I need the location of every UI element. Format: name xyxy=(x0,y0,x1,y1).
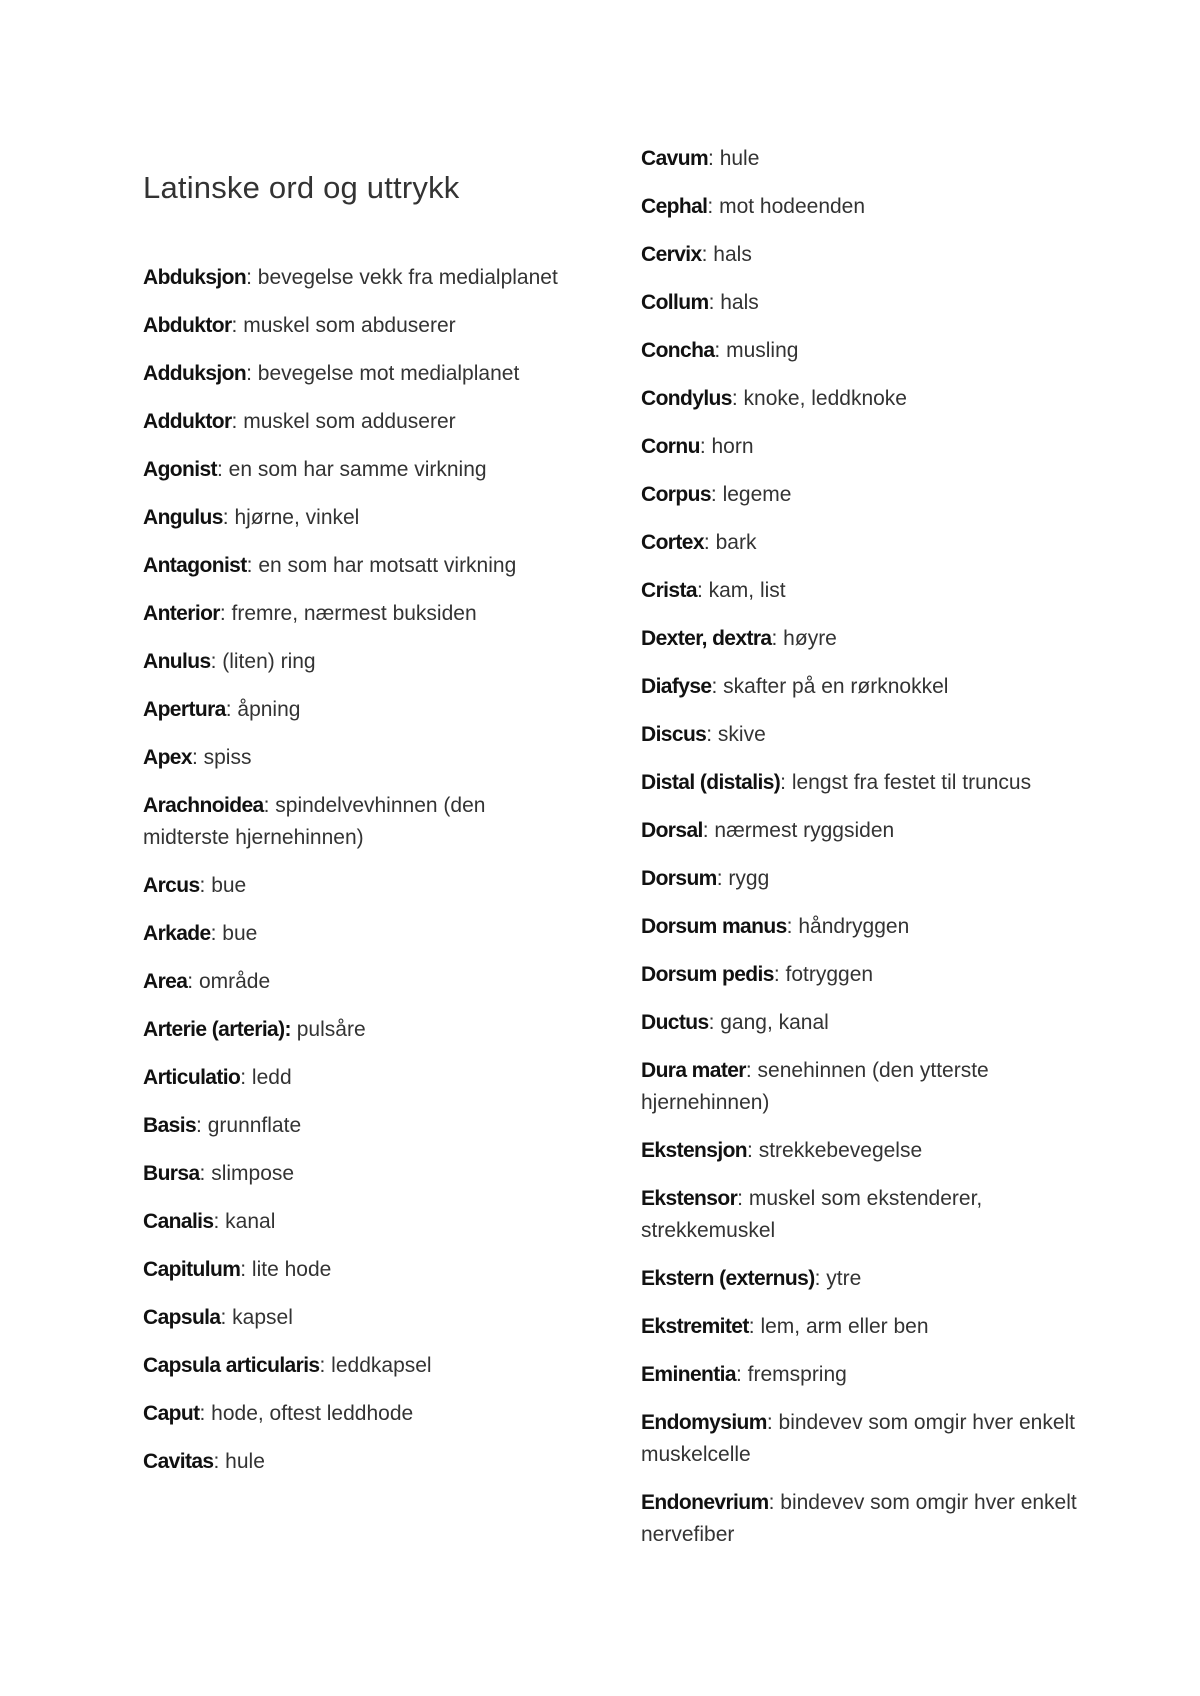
glossary-term: Cervix xyxy=(641,243,702,266)
glossary-definition: : spiss xyxy=(191,746,252,769)
glossary-definition: : bark xyxy=(703,531,757,554)
glossary-term: Basis xyxy=(143,1114,197,1137)
glossary-term: Concha xyxy=(641,339,715,362)
glossary-entry xyxy=(143,502,573,534)
glossary-term: Endomysium xyxy=(641,1411,767,1434)
glossary-definition: : gang, kanal xyxy=(708,1011,829,1034)
glossary-entry xyxy=(143,598,573,630)
glossary-definition: : grunnflate xyxy=(196,1114,302,1137)
glossary-term: Cavitas xyxy=(143,1450,214,1473)
glossary-definition: : horn xyxy=(699,435,754,458)
glossary-entry xyxy=(143,790,573,854)
glossary-entry xyxy=(143,1446,573,1478)
glossary-term: Corpus xyxy=(641,483,711,506)
glossary-entry xyxy=(641,1311,1081,1343)
glossary-entry xyxy=(143,646,573,678)
glossary-entry xyxy=(143,358,573,390)
glossary-definition: : hule xyxy=(708,147,760,170)
glossary-definition: : muskel som ekstenderer, strekkemuskel xyxy=(641,1187,983,1242)
glossary-definition: : håndryggen xyxy=(786,915,910,938)
glossary-definition: : kanal xyxy=(213,1210,276,1233)
glossary-term: Endonevrium xyxy=(641,1491,769,1514)
glossary-term: Collum xyxy=(641,291,709,314)
glossary-entry xyxy=(641,911,1081,943)
glossary-term: Anulus xyxy=(143,650,211,673)
glossary-term: Ekstremitet xyxy=(641,1315,749,1338)
glossary-term: Capsula articularis xyxy=(143,1354,320,1377)
glossary-entry xyxy=(641,1263,1081,1295)
glossary-entry xyxy=(143,1206,573,1238)
glossary-entry xyxy=(641,335,1081,367)
glossary-term: Arterie (arteria): xyxy=(143,1018,291,1041)
glossary-entry xyxy=(143,406,573,438)
glossary-entry xyxy=(641,431,1081,463)
glossary-definition: : slimpose xyxy=(199,1162,295,1185)
glossary-term: Ductus xyxy=(641,1011,709,1034)
glossary-term: Caput xyxy=(143,1402,200,1425)
glossary-definition: : lem, arm eller ben xyxy=(748,1315,929,1338)
glossary-entry xyxy=(641,287,1081,319)
glossary-definition: : skive xyxy=(706,723,766,746)
glossary-definition: : hals xyxy=(708,291,759,314)
glossary-term: Cortex xyxy=(641,531,704,554)
glossary-definition: : hode, oftest leddhode xyxy=(199,1402,414,1425)
glossary-definition: : hjørne, vinkel xyxy=(222,506,360,529)
glossary-entry xyxy=(641,527,1081,559)
glossary-term: Apex xyxy=(143,746,192,769)
glossary-term: Capsula xyxy=(143,1306,221,1329)
glossary-definition: : skafter på en rørknokkel xyxy=(711,675,949,698)
glossary-definition: : lite hode xyxy=(240,1258,332,1281)
glossary-definition: : leddkapsel xyxy=(319,1354,432,1377)
glossary-definition: : knoke, leddknoke xyxy=(731,387,907,410)
glossary-entry xyxy=(641,479,1081,511)
glossary-definition: : fremspring xyxy=(735,1363,847,1386)
glossary-definition: : muskel som abduserer xyxy=(231,314,456,337)
glossary-entry xyxy=(143,742,573,774)
glossary-entry xyxy=(641,959,1081,991)
glossary-entry xyxy=(641,719,1081,751)
glossary-definition: pulsåre xyxy=(290,1018,366,1041)
glossary-term: Adduksjon xyxy=(143,362,247,385)
glossary-term: Ekstern (externus) xyxy=(641,1267,815,1290)
glossary-definition: : legeme xyxy=(710,483,792,506)
glossary-term: Angulus xyxy=(143,506,223,529)
glossary-entry xyxy=(641,623,1081,655)
glossary-definition: : fotryggen xyxy=(773,963,874,986)
glossary-entry xyxy=(143,918,573,950)
glossary-entry xyxy=(641,1407,1081,1471)
glossary-term: Agonist xyxy=(143,458,217,481)
glossary-entry xyxy=(143,694,573,726)
glossary-entry xyxy=(641,1487,1081,1551)
glossary-term: Area xyxy=(143,970,188,993)
glossary-definition: : bevegelse vekk fra medialplanet xyxy=(246,266,558,289)
glossary-definition: : område xyxy=(187,970,271,993)
glossary-definition: : muskel som adduserer xyxy=(231,410,456,433)
glossary-term: Ekstensjon xyxy=(641,1139,748,1162)
glossary-definition: : en som har samme virkning xyxy=(216,458,487,481)
glossary-entry xyxy=(143,1254,573,1286)
glossary-entry xyxy=(641,1007,1081,1039)
glossary-definition: : nærmest ryggsiden xyxy=(702,819,895,842)
glossary-entry xyxy=(641,1135,1081,1167)
glossary-term: Bursa xyxy=(143,1162,200,1185)
glossary-entry xyxy=(143,310,573,342)
glossary-entry xyxy=(143,1302,573,1334)
glossary-entry xyxy=(143,454,573,486)
glossary-definition: : mot hodeenden xyxy=(707,195,866,218)
glossary-term: Adduktor xyxy=(143,410,232,433)
glossary-definition: : (liten) ring xyxy=(210,650,316,673)
glossary-entry xyxy=(641,1055,1081,1119)
glossary-term: Ekstensor xyxy=(641,1187,738,1210)
glossary-term: Dorsal xyxy=(641,819,703,842)
glossary-term: Cephal xyxy=(641,195,708,218)
glossary-term: Apertura xyxy=(143,698,226,721)
glossary-definition: : en som har motsatt virkning xyxy=(246,554,517,577)
glossary-column-left xyxy=(143,262,573,1494)
glossary-definition: : senehinnen (den ytterste hjernehinnen) xyxy=(641,1059,989,1114)
glossary-entry xyxy=(641,767,1081,799)
glossary-entry xyxy=(641,575,1081,607)
glossary-term: Antagonist xyxy=(143,554,247,577)
glossary-entry xyxy=(641,671,1081,703)
glossary-term: Arachnoidea xyxy=(143,794,264,817)
glossary-term: Distal (distalis) xyxy=(641,771,781,794)
glossary-definition: : ledd xyxy=(240,1066,292,1089)
glossary-entry xyxy=(143,262,573,294)
glossary-term: Capitulum xyxy=(143,1258,241,1281)
page-title: Latinske ord og uttrykk xyxy=(143,170,460,205)
glossary-definition: : hule xyxy=(213,1450,265,1473)
glossary-term: Articulatio xyxy=(143,1066,241,1089)
glossary-term: Abduktor xyxy=(143,314,232,337)
glossary-term: Eminentia xyxy=(641,1363,736,1386)
glossary-term: Dorsum manus xyxy=(641,915,787,938)
glossary-entry xyxy=(641,143,1081,175)
glossary-term: Canalis xyxy=(143,1210,214,1233)
glossary-definition: : bindevev som omgir hver enkelt nervefiber xyxy=(641,1491,1077,1546)
glossary-term: Diafyse xyxy=(641,675,712,698)
glossary-term: Abduksjon xyxy=(143,266,247,289)
glossary-entry xyxy=(143,550,573,582)
glossary-entry xyxy=(641,383,1081,415)
glossary-term: Dexter, dextra xyxy=(641,627,772,650)
glossary-term: Anterior xyxy=(143,602,220,625)
glossary-entry xyxy=(143,1014,573,1046)
glossary-term: Arkade xyxy=(143,922,211,945)
glossary-entry xyxy=(641,239,1081,271)
glossary-definition: : bue xyxy=(210,922,258,945)
glossary-definition: : ytre xyxy=(814,1267,862,1290)
glossary-definition: : kapsel xyxy=(220,1306,293,1329)
glossary-entry xyxy=(641,1183,1081,1247)
glossary-definition: : hals xyxy=(701,243,752,266)
glossary-term: Arcus xyxy=(143,874,200,897)
glossary-definition: : åpning xyxy=(225,698,301,721)
glossary-term: Discus xyxy=(641,723,707,746)
glossary-definition: : strekkebevegelse xyxy=(747,1139,923,1162)
glossary-entry xyxy=(143,1398,573,1430)
glossary-entry xyxy=(641,863,1081,895)
glossary-term: Dura mater xyxy=(641,1059,746,1082)
glossary-entry xyxy=(143,1062,573,1094)
glossary-term: Dorsum pedis xyxy=(641,963,774,986)
glossary-entry xyxy=(143,1350,573,1382)
glossary-term: Crista xyxy=(641,579,697,602)
glossary-entry xyxy=(641,1359,1081,1391)
glossary-entry xyxy=(143,1158,573,1190)
glossary-entry xyxy=(641,191,1081,223)
glossary-entry xyxy=(143,1110,573,1142)
glossary-term: Cavum xyxy=(641,147,709,170)
glossary-entry xyxy=(143,966,573,998)
glossary-definition: : bindevev som omgir hver enkelt muskelcelle xyxy=(641,1411,1075,1466)
glossary-definition: : bue xyxy=(199,874,247,897)
glossary-term: Cornu xyxy=(641,435,700,458)
glossary-definition: : musling xyxy=(714,339,799,362)
glossary-definition: : fremre, nærmest buksiden xyxy=(219,602,477,625)
glossary-term: Condylus xyxy=(641,387,732,410)
glossary-definition: : rygg xyxy=(716,867,770,890)
glossary-definition: : bevegelse mot medialplanet xyxy=(246,362,520,385)
glossary-column-right xyxy=(641,143,1081,1567)
glossary-term: Dorsum xyxy=(641,867,717,890)
glossary-definition: : spindelvevhinnen (den midterste hjernehinnen) xyxy=(143,794,486,849)
glossary-definition: : lengst fra festet til truncus xyxy=(780,771,1032,794)
glossary-entry xyxy=(143,870,573,902)
glossary-definition: : høyre xyxy=(771,627,837,650)
glossary-entry xyxy=(641,815,1081,847)
glossary-definition: : kam, list xyxy=(696,579,786,602)
